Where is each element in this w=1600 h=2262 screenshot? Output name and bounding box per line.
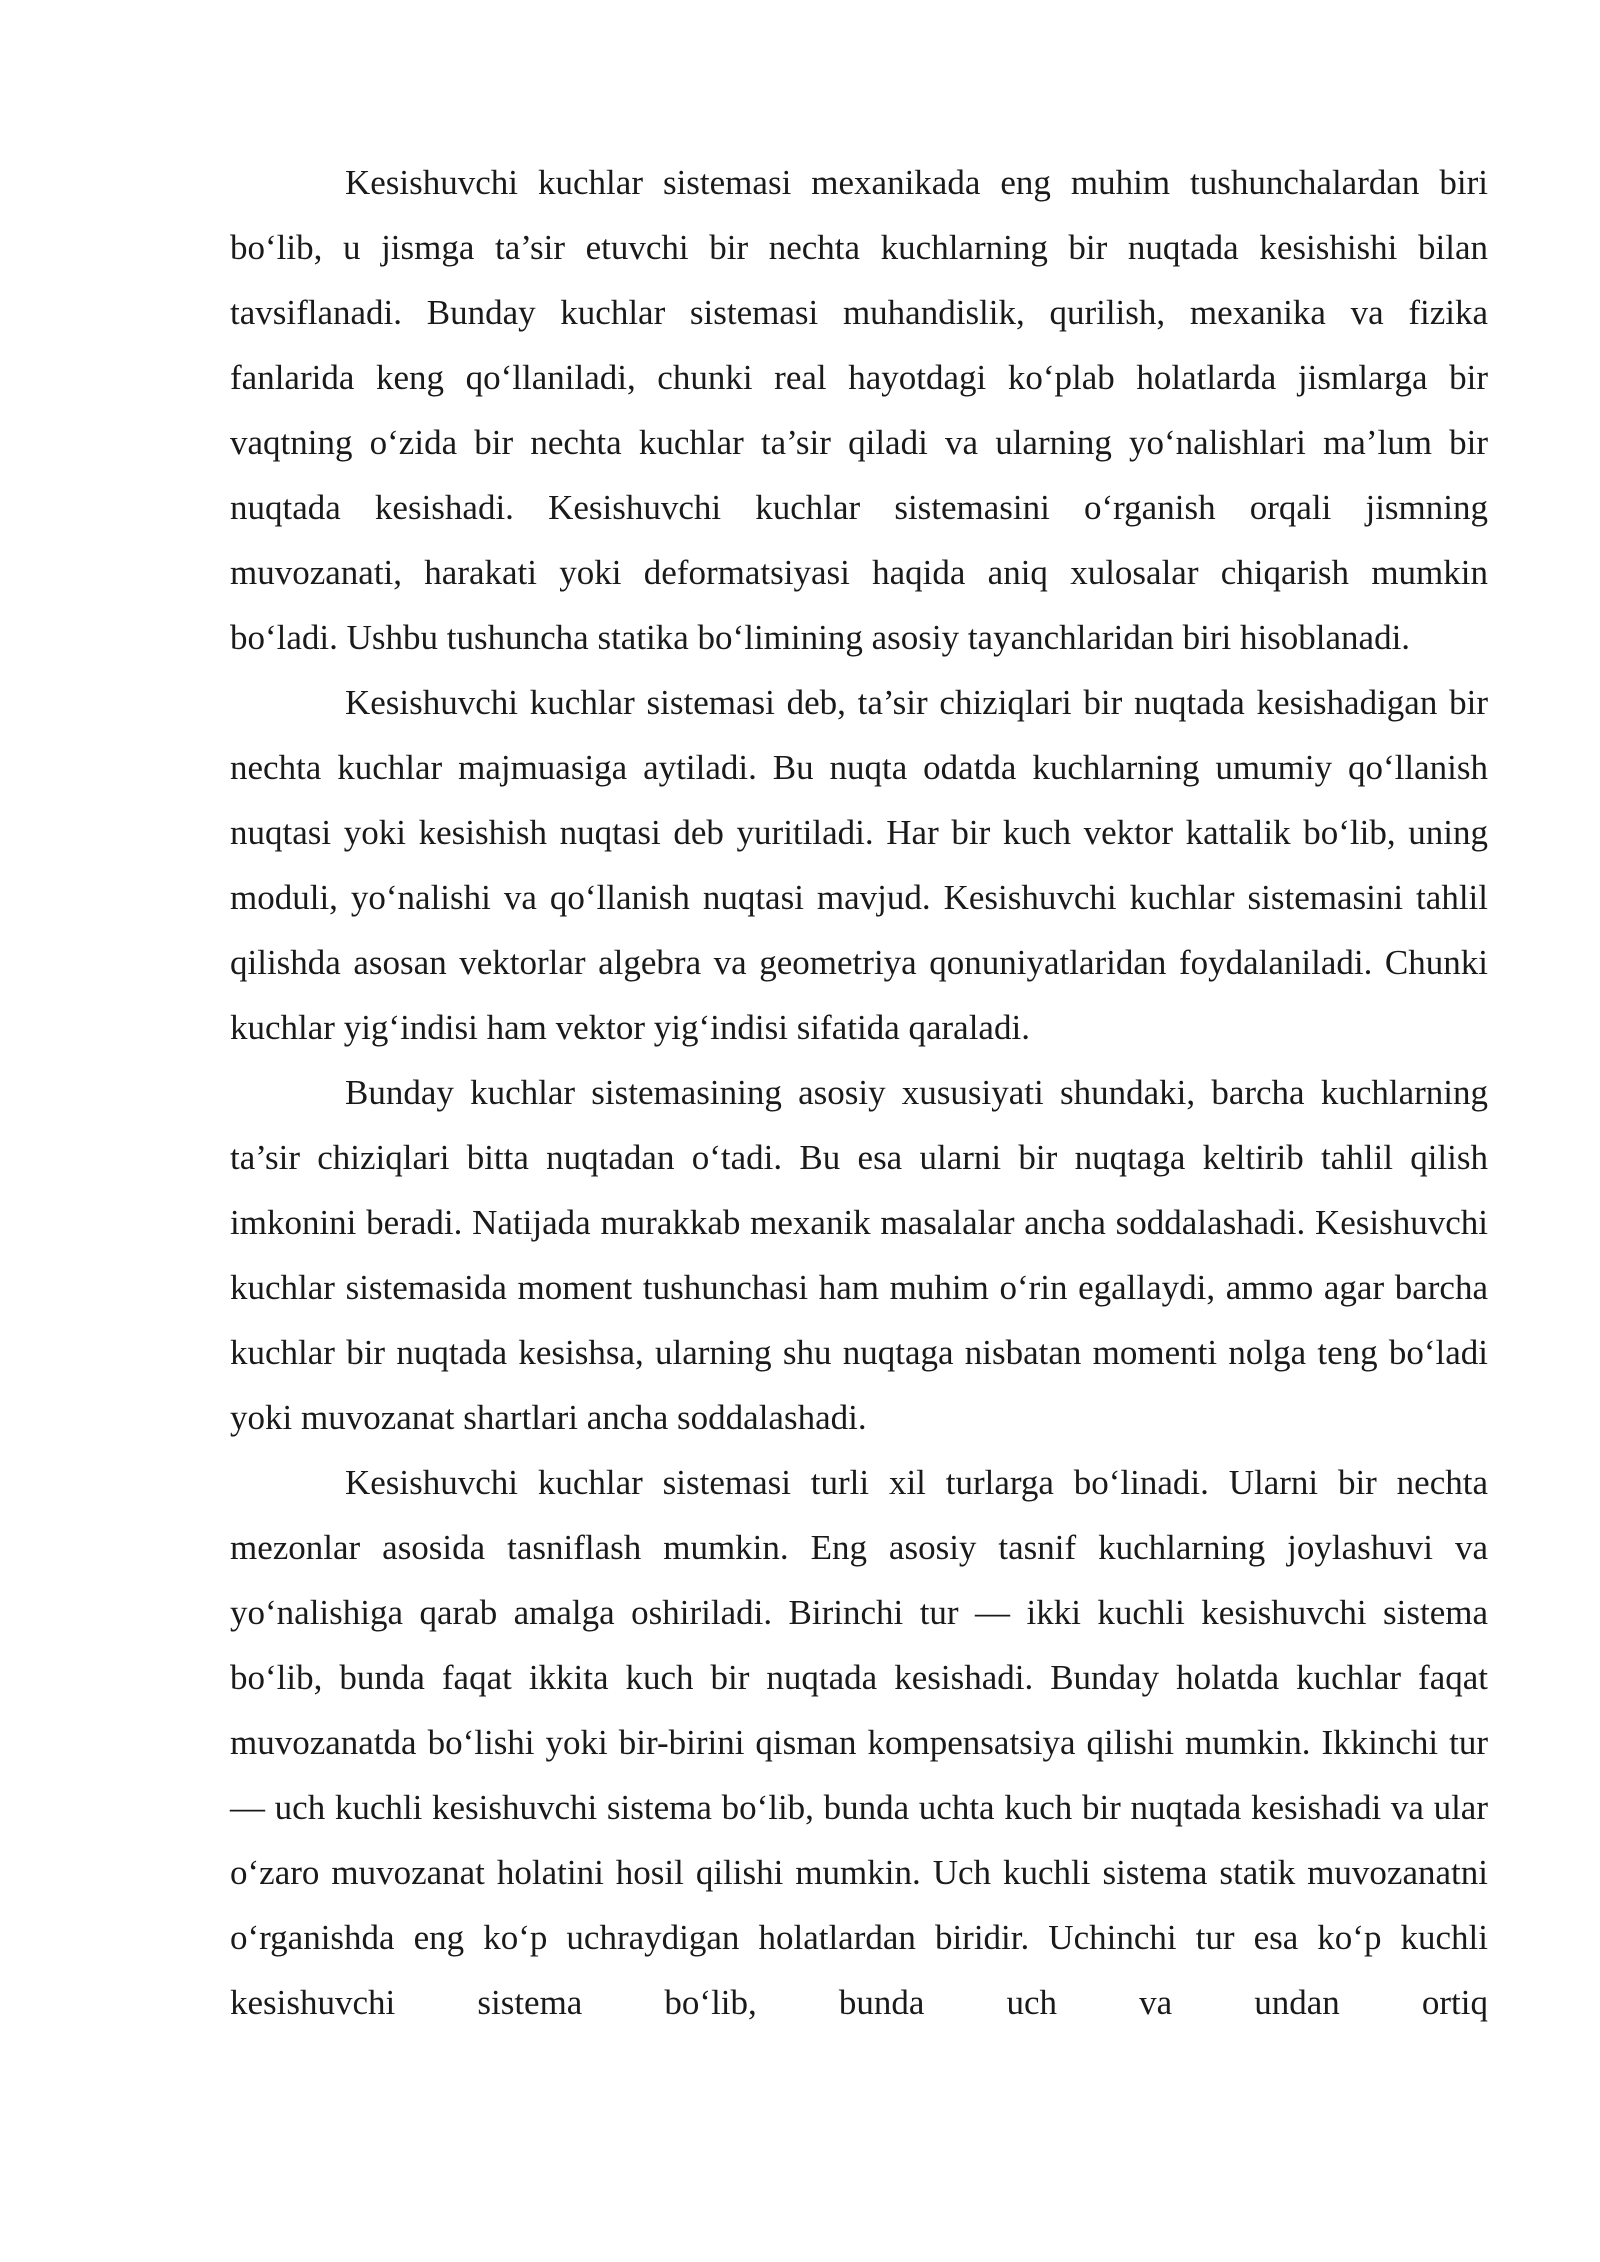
paragraph-definition: Kesishuvchi kuchlar sistemasi deb, ta’sir chiziqlari bir nuqtada kesishadigan bir nechta kuchlar majmuasiga aytiladi. Bu nuqta odatda kuchlarning umumiy qo‘llanish nuqtasi yoki kesishish nuqtasi deb yuritiladi. Har bir kuch vektor kattalik bo‘lib, uning moduli, yo‘nalishi va qo‘llanish nuqtasi mavjud. Kesishuvchi kuchlar sistemasini tahlil qilishda asosan vektorlar algebra va geometriya qonuniyatlaridan foydalaniladi. Chunki kuchlar yig‘indisi ham vektor yig‘indisi sifatida qaraladi.	[230, 683, 1488, 1047]
document-body	[230, 150, 1488, 2035]
paragraph-classification: Kesishuvchi kuchlar sistemasi turli xil turlarga bo‘linadi. Ularni bir nechta mezonlar asosida tasniflash mumkin. Eng asosiy tasnif kuchlarning joylashuvi va yo‘nalishiga qarab amalga oshiriladi. Birinchi tur — ikki kuchli kesishuvchi sistema bo‘lib, bunda faqat ikkita kuch bir nuqtada kesishadi. Bunday holatda kuchlar faqat muvozanatda bo‘lishi yoki bir-birini qisman kompensatsiya qilishi mumkin. Ikkinchi tur — uch kuchli kesishuvchi sistema bo‘lib, bunda uchta kuch bir nuqtada kesishadi va ular o‘zaro muvozanat holatini hosil qilishi mumkin. Uch kuchli sistema statik muvozanatni o‘rganishda eng ko‘p uchraydigan holatlardan biridir. Uchinchi tur esa ko‘p kuchli kesishuvchi sistema bo‘lib, bunda uch va undan ortiq	[230, 1463, 1488, 2022]
paragraph-properties: Bunday kuchlar sistemasining asosiy xususiyati shundaki, barcha kuchlarning ta’sir chiziqlari bitta nuqtadan o‘tadi. Bu esa ularni bir nuqtaga keltirib tahlil qilish imkonini beradi. Natijada murakkab mexanik masalalar ancha soddalashadi. Kesishuvchi kuchlar sistemasida moment tushunchasi ham muhim o‘rin egallaydi, ammo agar barcha kuchlar bir nuqtada kesishsa, ularning shu nuqtaga nisbatan momenti nolga teng bo‘ladi yoki muvozanat shartlari ancha soddalashadi.	[230, 1073, 1488, 1437]
paragraph-intro: Kesishuvchi kuchlar sistemasi mexanikada eng muhim tushunchalardan biri bo‘lib, u jismga ta’sir etuvchi bir nechta kuchlarning bir nuqtada kesishishi bilan tavsiflanadi. Bunday kuchlar sistemasi muhandislik, qurilish, mexanika va fizika fanlarida keng qo‘llaniladi, chunki real hayotdagi ko‘plab holatlarda jismlarga bir vaqtning o‘zida bir nechta kuchlar ta’sir qiladi va ularning yo‘nalishlari ma’lum bir nuqtada kesishadi. Kesishuvchi kuchlar sistemasini o‘rganish orqali jismning muvozanati, harakati yoki deformatsiyasi haqida aniq xulosalar chiqarish mumkin bo‘ladi. Ushbu tushuncha statika bo‘limining asosiy tayanchlaridan biri hisoblanadi.	[230, 163, 1488, 657]
